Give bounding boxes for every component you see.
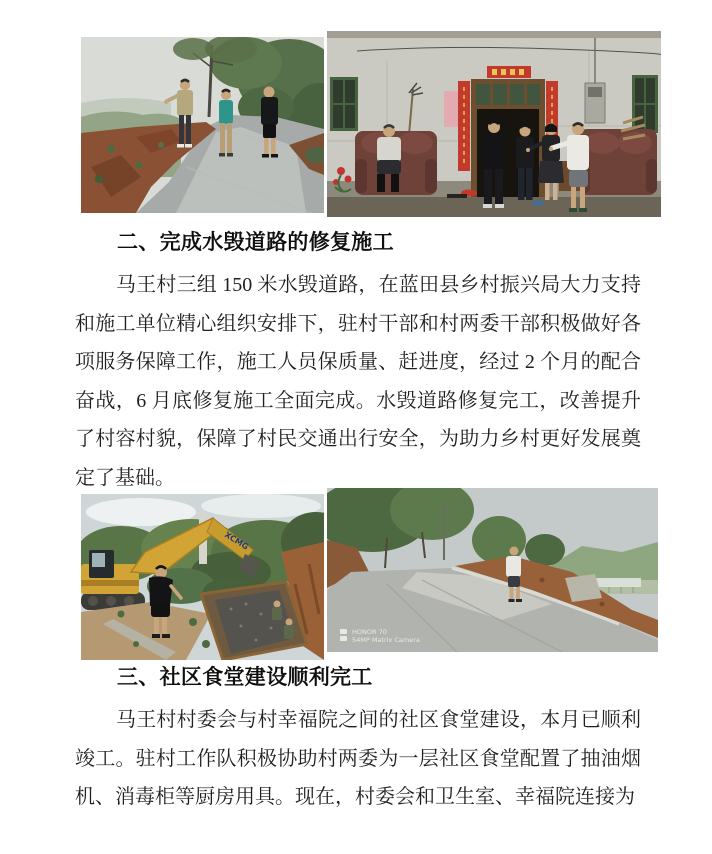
blue-slippers [533, 201, 543, 205]
photo-repaired-road [327, 488, 658, 652]
road-inspection-scene [81, 37, 324, 213]
house-visit-scene [327, 31, 661, 217]
eave [327, 31, 661, 38]
photo-road-inspection [81, 37, 324, 213]
watermark-line1: HONOR 70 [352, 628, 387, 636]
section-heading-3: 三、社区食堂建设顺利完工 [117, 666, 373, 689]
left-window [330, 77, 358, 131]
excavator-scene [81, 494, 324, 660]
section-paragraph-3: 马王村村委会与村幸福院之间的社区食堂建设，本月已顺利竣工。驻村工作队积极协助村两委为一层社区食堂配置了抽油烟机、消毒柜等厨房用具。现在，村委会和卫生室、幸福院连接为 [75, 709, 641, 809]
watermark-line2: 54MP Matrix Camera [352, 636, 420, 644]
couplet-left [458, 81, 470, 171]
section-paragraph-2: 马王村三组 150 米水毁道路，在蓝田县乡村振兴局大力支持和施工单位精心组织安排下，驻村干部和村两委干部积极做好各项服务保障工作，施工人员保质量、赶进度，经过 2 个月的配合奋战，6 月底修复施工全面完成。水毁道路修复完工，改善提升了村容村貌，保障了村民交通出行安全，为助力乡村更好发展奠定了基础。 [75, 274, 641, 489]
ground [327, 197, 661, 217]
repaired-road-scene [327, 488, 658, 652]
excavator-brand-text: XCMG [222, 530, 250, 552]
camera-icon [340, 629, 347, 634]
photo-excavator-construction [81, 494, 324, 660]
right-sofa [579, 129, 657, 195]
photo-house-visit [327, 31, 661, 217]
shoes-by-door [447, 194, 467, 198]
right-window [632, 75, 658, 133]
section-heading-2: 二、完成水毁道路的修复施工 [117, 231, 394, 254]
pink-cloth [444, 91, 458, 127]
